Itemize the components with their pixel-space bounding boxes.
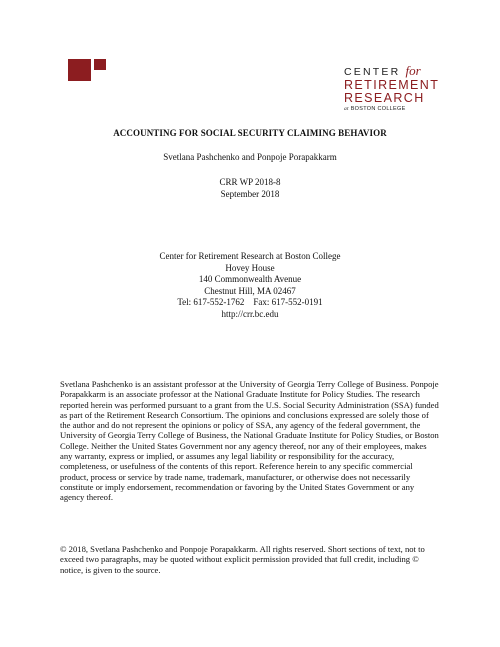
crr-logo-wordmark: [344, 64, 444, 112]
address-org: Center for Retirement Research at Boston College: [159, 251, 341, 261]
logo-square-large: [68, 59, 91, 81]
logo-line-center: CENTER for: [344, 63, 421, 78]
logo-line-retirement: RETIREMENT: [344, 77, 440, 92]
logo-line-boston-college: at BOSTON COLLEGE: [344, 105, 406, 112]
address-building: Hovey House: [225, 262, 275, 273]
copyright-notice: © 2018, Svetlana Pashchenko and Ponpoje Porapakkarm. All rights reserved. Short sections of text, not to exceed two paragraphs, may be quoted without explicit permission provided that full credit, including © notice, is given to the source.: [60, 544, 425, 575]
logo-line-research: RESEARCH: [344, 91, 425, 105]
working-paper-number: CRR WP 2018-8: [219, 177, 281, 187]
paper-meta: [0, 176, 500, 200]
paper-date: September 2018: [220, 189, 280, 199]
disclaimer-paragraph: Svetlana Pashchenko is an assistant professor at the University of Georgia Terry College of Business. Ponpoje Porapakkarm is an associate professor at the National Graduate Institute for Policy Studies. The research reported herein was performed pursuant to a grant from the U.S. Social Security Administration (SSA) funded as part of the Retirement Research Consortium. The opinions and conclusions expressed are solely those of the author and do not represent the opinions or policy of SSA, any agency of the federal government, the University of Georgia Terry College of Business, the National Graduate Institute for Policy Studies, or Boston College. Neither the United States Government nor any agency thereof, nor any of their employees, makes any warranty, express or implied, or assumes any legal liability or responsibility for the accuracy, completeness, or usefulness of the contents of this report. Reference herein to any specific commercial product, process or service by trade name, trademark, manufacturer, or otherwise does not necessarily constitute or imply endorsement, recommendation or favoring by the United States Government or any agency thereof.: [60, 379, 439, 503]
logo-for: for: [405, 63, 421, 78]
paper-authors: Svetlana Pashchenko and Ponpoje Porapakkarm: [163, 152, 337, 162]
address-street: 140 Commonwealth Avenue: [198, 274, 302, 285]
paper-title: ACCOUNTING FOR SOCIAL SECURITY CLAIMING BEHAVIOR: [113, 128, 387, 138]
address-phone-fax: Tel: 617-552-1762 Fax: 617-552-0191: [177, 297, 323, 308]
address-city: Chestnut Hill, MA 02467: [204, 285, 296, 296]
center-address: [0, 251, 500, 321]
logo-square-small: [94, 59, 106, 70]
address-url[interactable]: http://crr.bc.edu: [221, 308, 279, 319]
